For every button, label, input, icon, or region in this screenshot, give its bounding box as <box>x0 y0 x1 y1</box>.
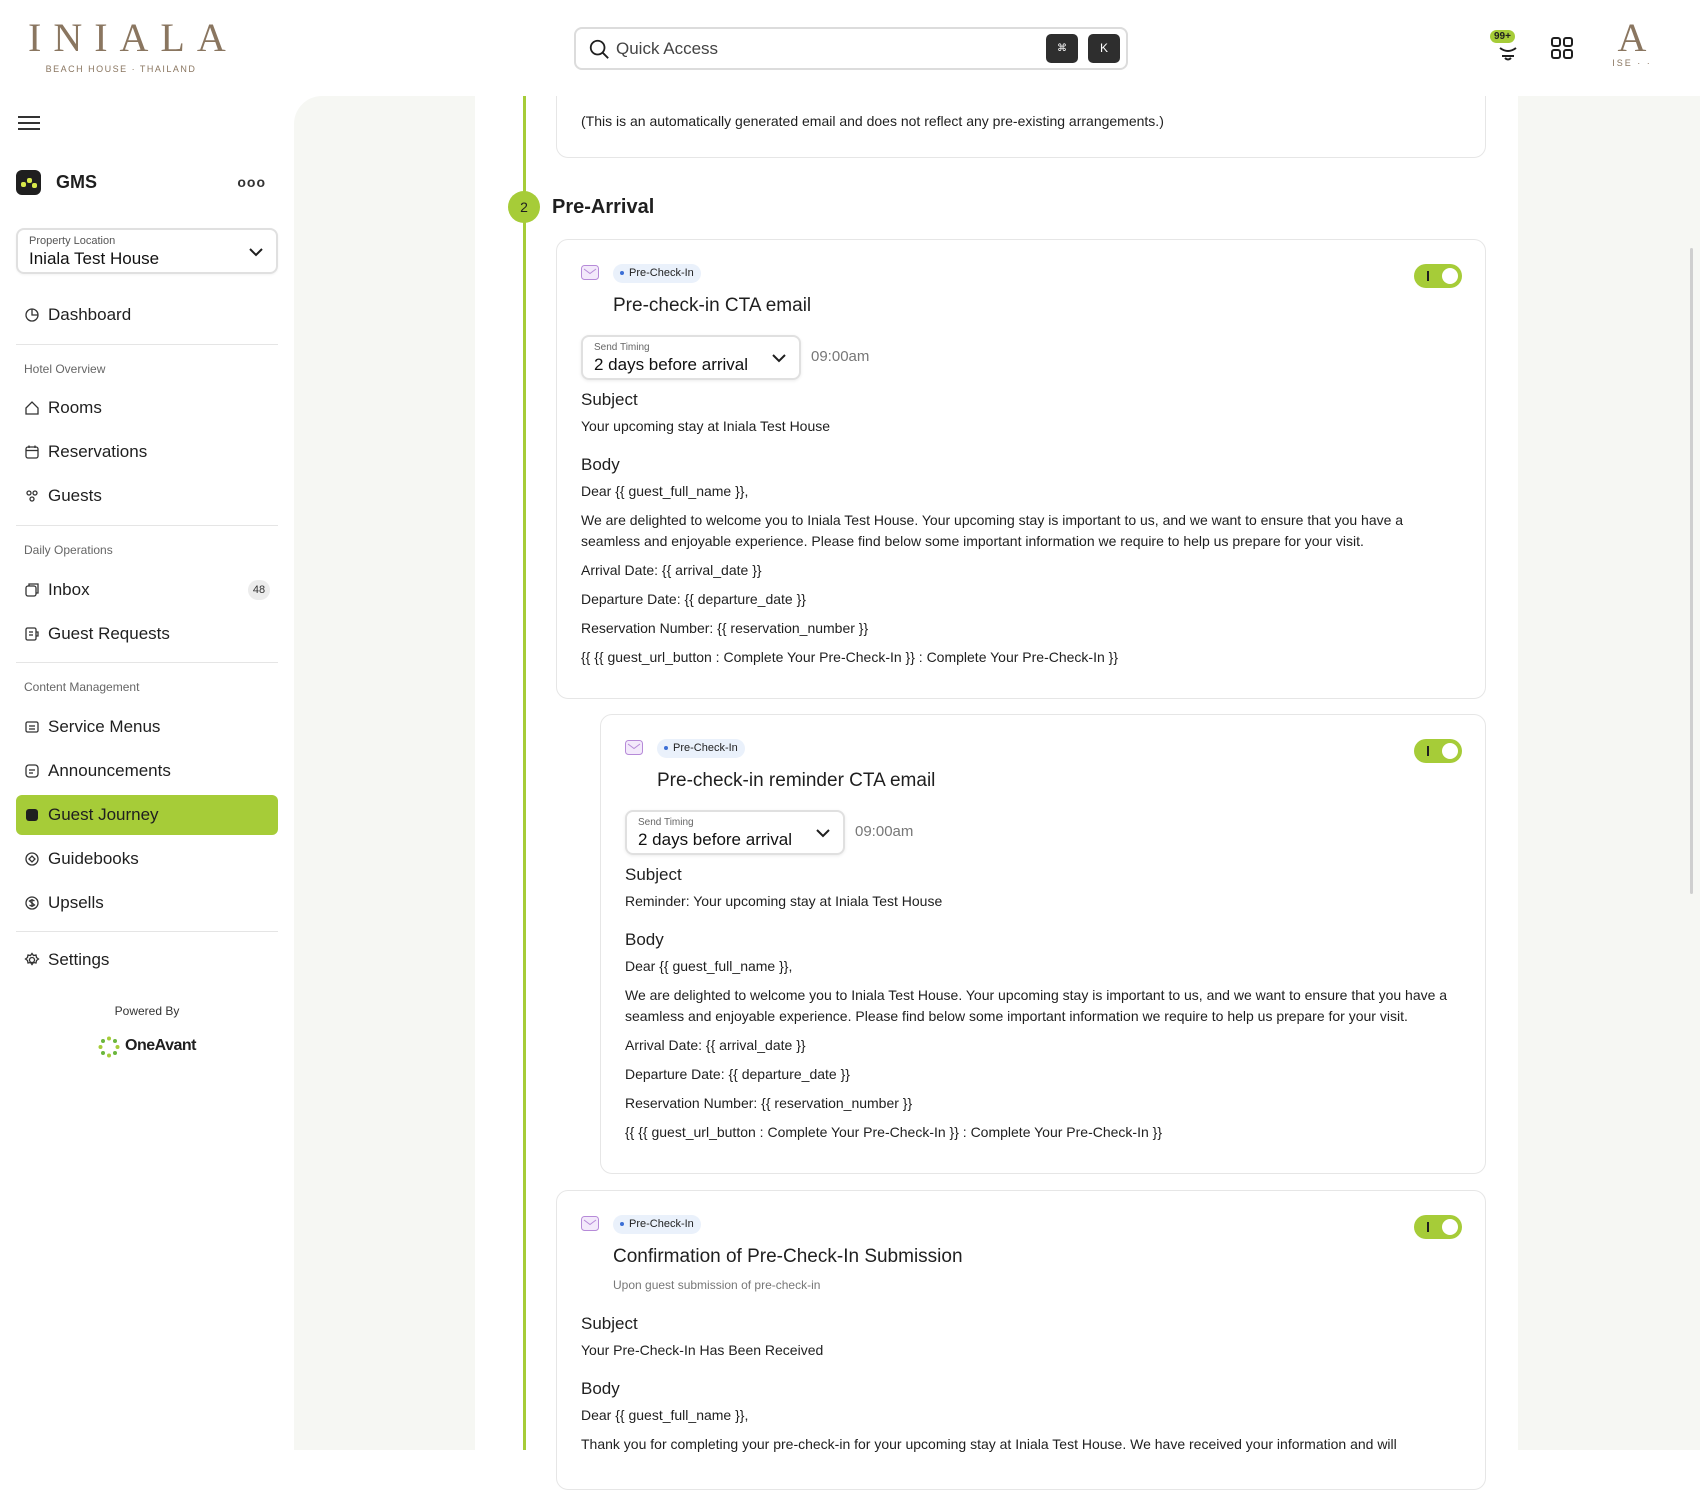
body-reservation-number: Reservation Number: {{ reservation_number }} <box>581 620 869 636</box>
calendar-icon <box>24 444 40 460</box>
top-bar <box>0 0 1700 96</box>
sidebar-item-service-menus[interactable] <box>16 707 278 747</box>
more-options-icon[interactable]: ooo <box>237 174 266 190</box>
quick-access-search[interactable] <box>574 27 1128 70</box>
send-time: 09:00am <box>855 823 914 840</box>
property-location-caption: Property Location <box>29 235 116 247</box>
body-intro: We are delighted to welcome you to Iniala Test House. Your upcoming stay is important to us, and we want to ensure that you have a seamless and enjoyable experience. Please find below some important information we require to help us prepare for your visit. <box>625 987 1448 1024</box>
sidebar-item-label: Announcements <box>48 761 171 780</box>
category-tag: Pre-Check-In <box>657 739 745 758</box>
notifications-button[interactable] <box>1490 30 1526 66</box>
hotel-brand-mark[interactable] <box>1610 15 1654 68</box>
sidebar-item-upsells[interactable] <box>16 883 278 923</box>
body-arrival-date: Arrival Date: {{ arrival_date }} <box>625 1037 806 1053</box>
requests-icon <box>24 626 40 642</box>
subject-text: Reminder: Your upcoming stay at Iniala Test House <box>625 893 943 909</box>
oneavant-wordmark: OneAvant <box>125 1037 196 1054</box>
send-timing-value: 2 days before arrival <box>594 355 749 374</box>
body-intro: Thank you for completing your pre-check-in for your upcoming stay at Iniala Test House. We have received your information and will <box>581 1436 1397 1452</box>
property-location-value: Iniala Test House <box>29 249 160 268</box>
body-cta: {{ {{ guest_url_button : Complete Your Pre-Check-In }} : Complete Your Pre-Check-In }} <box>581 649 1119 665</box>
subject-text: Your upcoming stay at Iniala Test House <box>581 418 831 434</box>
journey-icon <box>24 807 40 823</box>
send-timing-caption: Send Timing <box>638 817 694 828</box>
sidebar-item-inbox[interactable] <box>16 570 278 610</box>
sidebar-item-reservations[interactable] <box>16 432 278 472</box>
email-enabled-toggle[interactable] <box>1414 264 1462 288</box>
brand-logo[interactable] <box>16 15 238 74</box>
notification-badge: 99+ <box>1490 30 1515 43</box>
subject-text: Your Pre-Check-In Has Been Received <box>581 1342 824 1358</box>
sidebar-item-label: Guest Journey <box>48 805 159 824</box>
auto-generated-note: (This is an automatically generated email and does not reflect any pre-existing arrangements.) <box>581 113 1164 129</box>
chevron-down-icon <box>248 244 264 260</box>
send-timing-caption: Send Timing <box>594 342 650 353</box>
sidebar-item-label: Inbox <box>48 580 90 599</box>
guest-journey-content <box>475 96 1518 1450</box>
email-title: Pre-check-in CTA email <box>613 295 812 316</box>
upsell-icon <box>24 895 40 911</box>
divider <box>16 931 278 932</box>
body-intro: We are delighted to welcome you to Iniala Test House. Your upcoming stay is important to us, and we want to ensure that you have a seamless and enjoyable experience. Please find below some important information we require to help us prepare for your visit. <box>581 512 1404 549</box>
section-content-management: Content Management <box>24 680 140 694</box>
send-timing-select[interactable] <box>625 810 845 855</box>
sidebar-item-label: Rooms <box>48 398 102 417</box>
body-arrival-date: Arrival Date: {{ arrival_date }} <box>581 562 762 578</box>
body-label: Body <box>581 1379 620 1398</box>
chevron-down-icon <box>771 350 787 366</box>
body-label: Body <box>581 455 620 474</box>
body-departure-date: Departure Date: {{ departure_date }} <box>581 591 806 607</box>
gms-logo-icon <box>16 170 41 195</box>
send-time: 09:00am <box>811 348 870 365</box>
subject-label: Subject <box>625 865 682 884</box>
page-scrollbar[interactable] <box>1690 248 1693 894</box>
chevron-down-icon <box>815 825 831 841</box>
dashboard-icon <box>24 307 40 323</box>
email-enabled-toggle[interactable] <box>1414 739 1462 763</box>
oneavant-mark-icon <box>98 1036 120 1058</box>
body-label: Body <box>625 930 664 949</box>
sidebar-item-guests[interactable] <box>16 476 278 516</box>
trigger-note: Upon guest submission of pre-check-in <box>613 1278 821 1292</box>
mail-icon <box>625 740 643 755</box>
sidebar-item-label: Service Menus <box>48 717 161 736</box>
guests-icon <box>24 488 40 504</box>
app-name: GMS <box>56 172 98 192</box>
powered-by-label: Powered By <box>114 1004 180 1018</box>
subject-label: Subject <box>581 390 638 409</box>
email-title: Pre-check-in reminder CTA email <box>657 770 936 791</box>
body-greeting: Dear {{ guest_full_name }}, <box>581 1407 749 1423</box>
sidebar-item-guest-requests[interactable] <box>16 614 278 654</box>
body-departure-date: Departure Date: {{ departure_date }} <box>625 1066 850 1082</box>
sidebar-item-label: Dashboard <box>48 305 132 324</box>
email-card <box>556 1190 1486 1490</box>
sidebar-item-label: Guest Requests <box>48 624 170 643</box>
announcements-icon <box>24 763 40 779</box>
step-title: Pre-Arrival <box>552 196 655 218</box>
body-cta: {{ {{ guest_url_button : Complete Your Pre-Check-In }} : Complete Your Pre-Check-In }} <box>625 1124 1163 1140</box>
menu-icon[interactable] <box>18 116 40 132</box>
body-greeting: Dear {{ guest_full_name }}, <box>581 483 749 499</box>
hotel-mark-caption: ISE · · <box>1612 58 1652 68</box>
send-timing-value: 2 days before arrival <box>638 830 793 849</box>
guidebook-icon <box>24 851 40 867</box>
category-tag: Pre-Check-In <box>613 264 701 283</box>
body-reservation-number: Reservation Number: {{ reservation_number }} <box>625 1095 913 1111</box>
rooms-icon <box>24 400 40 416</box>
mail-icon <box>581 265 599 280</box>
divider <box>16 525 278 526</box>
section-daily-operations: Daily Operations <box>24 543 113 557</box>
shortcut-k-key: K <box>1088 34 1120 63</box>
sidebar-item-announcements[interactable] <box>16 751 278 791</box>
email-title: Confirmation of Pre-Check-In Submission <box>613 1246 963 1267</box>
inbox-icon <box>24 582 40 598</box>
divider <box>16 344 278 345</box>
search-placeholder: Quick Access <box>616 39 719 58</box>
step-number: 2 <box>508 191 540 223</box>
sidebar-item-label: Upsells <box>48 893 104 912</box>
sidebar <box>0 96 294 1450</box>
hotel-mark-letter: A <box>1617 15 1647 60</box>
search-icon <box>588 38 610 60</box>
property-location-select[interactable] <box>16 228 278 274</box>
sidebar-item-label: Guidebooks <box>48 849 139 868</box>
journey-timeline <box>523 96 526 1450</box>
service-menu-icon <box>24 719 40 735</box>
sidebar-item-dashboard[interactable] <box>16 295 278 335</box>
sidebar-item-rooms[interactable] <box>16 388 278 428</box>
send-timing-select[interactable] <box>581 335 801 380</box>
subject-label: Subject <box>581 1314 638 1333</box>
shortcut-cmd-key: ⌘ <box>1046 34 1078 63</box>
body-greeting: Dear {{ guest_full_name }}, <box>625 958 793 974</box>
sidebar-item-label: Guests <box>48 486 102 505</box>
category-tag: Pre-Check-In <box>613 1215 701 1234</box>
email-card <box>556 239 1486 699</box>
section-hotel-overview: Hotel Overview <box>24 362 106 376</box>
apps-grid-icon[interactable] <box>1550 36 1574 60</box>
settings-icon <box>24 952 40 968</box>
sidebar-item-label: Settings <box>48 950 110 969</box>
app-switcher[interactable] <box>16 170 276 196</box>
sidebar-item-settings[interactable] <box>16 940 278 980</box>
email-enabled-toggle[interactable] <box>1414 1215 1462 1239</box>
sidebar-item-label: Reservations <box>48 442 148 461</box>
email-card <box>600 714 1486 1174</box>
sidebar-item-guidebooks[interactable] <box>16 839 278 879</box>
sidebar-item-guest-journey[interactable] <box>16 795 278 835</box>
logo-tagline: BEACH HOUSE · THAILAND <box>45 64 197 74</box>
mail-icon <box>581 1216 599 1231</box>
logo-wordmark: INIALA <box>28 15 238 60</box>
inbox-count-badge: 48 <box>248 580 270 600</box>
divider <box>16 662 278 663</box>
